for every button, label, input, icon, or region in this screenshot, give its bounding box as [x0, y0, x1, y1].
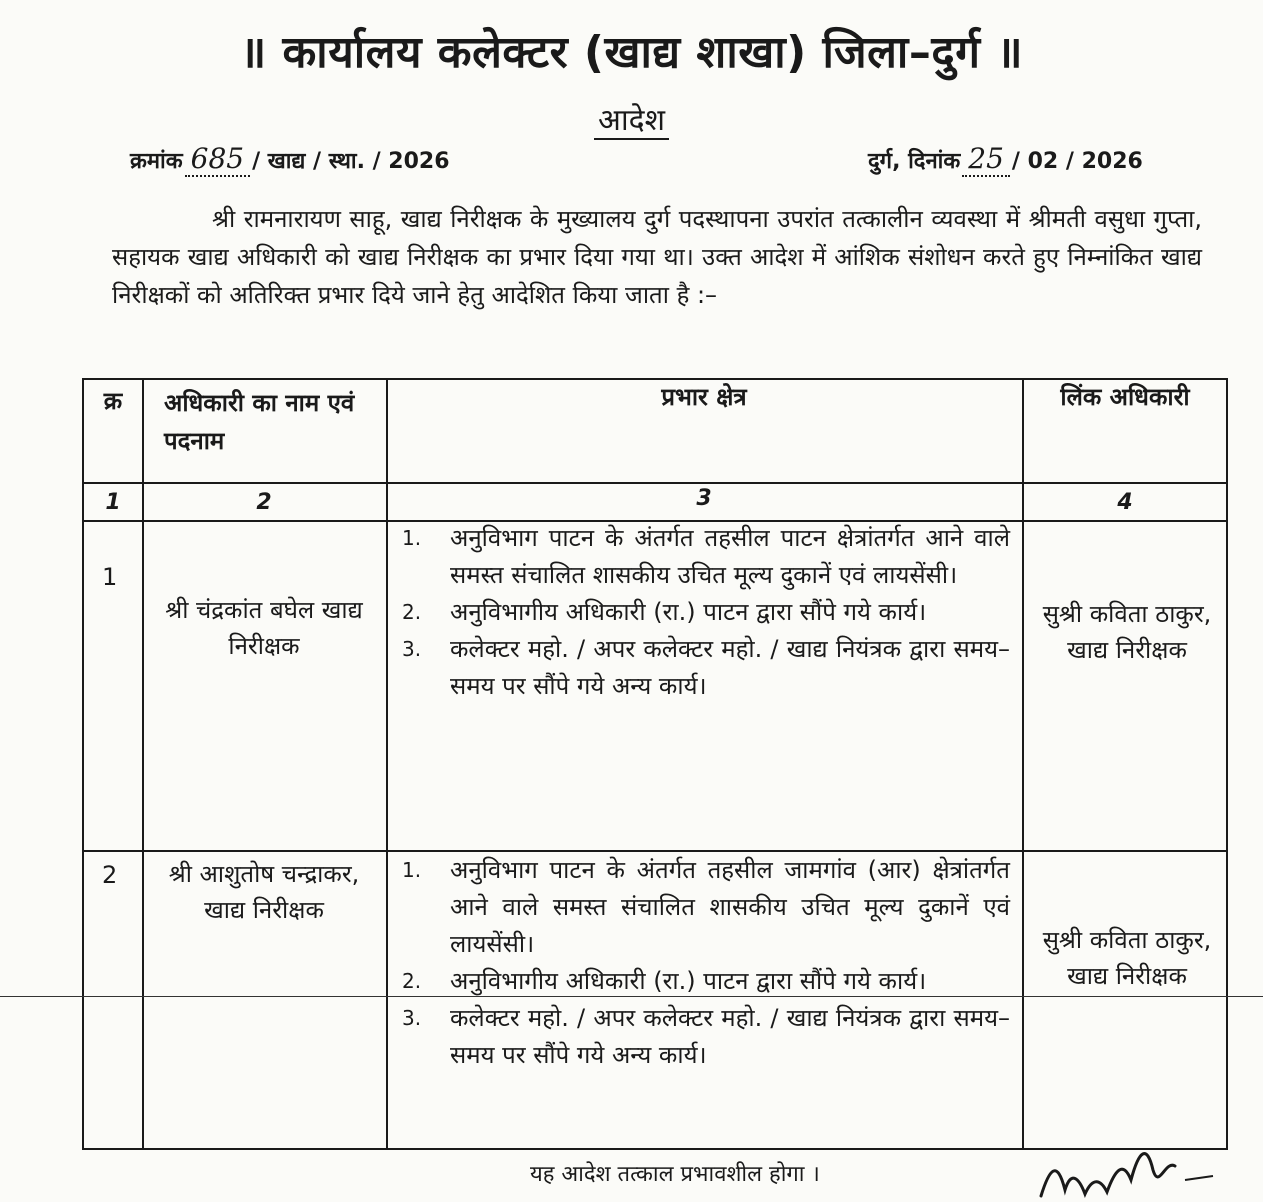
list-item-number: 2. [402, 969, 422, 993]
list-item-text: अनुविभाग पाटन के अंतर्गत तहसील पाटन क्षेत्रांतर्गत आने वाले समस्त संचालित शासकीय उचित मूल्य दुकानें एवं लायसेंसी। [450, 524, 1010, 589]
list-item-number: 1. [402, 526, 422, 550]
list-item-text: अनुविभागीय अधिकारी (रा.) पाटन द्वारा सौंपे गये कार्य। [450, 598, 927, 626]
order-body-paragraph: श्री रामनारायण साहू, खाद्य निरीक्षक के मुख्यालय दुर्ग पदस्थापना उपरांत तत्कालीन व्यवस्था में श्रीमती वसुधा गुप्ता, सहायक खाद्य अधिकारी को खाद्य निरीक्षक का प्रभार दिया गया था। उक्त आदेश में आंशिक संशोधन करते हुए निम्नांकित खाद्य निरीक्षकों को अतिरिक्त प्रभार दिये जाने हेतु आदेशित किया जाता है :– [112, 205, 1202, 309]
colnum-4: 4 [1117, 490, 1133, 515]
date-suffix: / 02 / 2026 [1011, 149, 1143, 174]
header-charge-area: प्रभार क्षेत्र [661, 383, 747, 411]
list-item-number: 3. [402, 637, 422, 661]
charge-table [82, 378, 1228, 1150]
table-row-link-officer: सुश्री कविता ठाकुर, खाद्य निरीक्षक [1042, 600, 1212, 664]
list-item-text: अनुविभाग पाटन के अंतर्गत तहसील जामगांव (आर) क्षेत्रांतर्गत आने वाले समस्त संचालित शासकीय उचित मूल्य दुकानें एवं लायसेंसी। [450, 856, 1010, 958]
order-date [868, 142, 1143, 177]
colnum-3: 3 [696, 486, 712, 511]
order-reference [130, 142, 450, 177]
list-item-text: कलेक्टर महो. / अपर कलेक्टर महो. / खाद्य नियंत्रक द्वारा समय–समय पर सौंपे गये अन्य कार्य। [450, 635, 1010, 700]
office-title: ॥ कार्यालय कलेक्टर (खाद्य शाखा) जिला–दुर्ग ॥ [239, 27, 1024, 78]
list-item [402, 520, 1010, 594]
effective-order-note: यह आदेश तत्काल प्रभावशील होगा । [530, 1162, 820, 1187]
scan-fold-line [0, 996, 1263, 997]
colnum-2: 2 [256, 490, 272, 515]
table-row-link-officer: सुश्री कविता ठाकुर, खाद्य निरीक्षक [1042, 926, 1212, 990]
table-row-officer: श्री चंद्रकांत बघेल खाद्य निरीक्षक [165, 596, 363, 660]
list-item [402, 594, 1010, 631]
list-item [402, 852, 1010, 963]
table-row-duties [402, 852, 1010, 1074]
header-sno: क्र [103, 387, 123, 415]
list-item-number: 3. [402, 1006, 422, 1030]
colnum-1: 1 [105, 490, 121, 515]
table-row-officer: श्री आशुतोष चन्द्राकर, खाद्य निरीक्षक [168, 860, 360, 924]
list-item-text: अनुविभागीय अधिकारी (रा.) पाटन द्वारा सौंपे गये कार्य। [450, 967, 927, 995]
ref-prefix: क्रमांक [130, 149, 183, 174]
signature-scribble-icon [1035, 1140, 1215, 1202]
date-day: 25 [962, 142, 1010, 177]
table-row-sno: 1 [102, 563, 118, 591]
list-item [402, 963, 1010, 1000]
header-link-officer: लिंक अधिकारी [1060, 383, 1190, 411]
order-heading-text: आदेश [594, 103, 669, 140]
ref-number: 685 [185, 142, 250, 177]
list-item-text: कलेक्टर महो. / अपर कलेक्टर महो. / खाद्य नियंत्रक द्वारा समय–समय पर सौंपे गये अन्य कार्य। [450, 1004, 1010, 1069]
list-item-number: 1. [402, 858, 422, 882]
list-item [402, 1000, 1010, 1074]
list-item-number: 2. [402, 600, 422, 624]
table-row-sno: 2 [102, 861, 118, 889]
table-row-duties [402, 520, 1010, 705]
list-item [402, 631, 1010, 705]
date-prefix: दुर्ग, दिनांक [868, 149, 961, 174]
header-officer: अधिकारी का नाम एवं पदनाम [164, 389, 355, 455]
order-heading [0, 98, 1263, 139]
ref-suffix: / खाद्य / स्था. / 2026 [252, 149, 450, 174]
